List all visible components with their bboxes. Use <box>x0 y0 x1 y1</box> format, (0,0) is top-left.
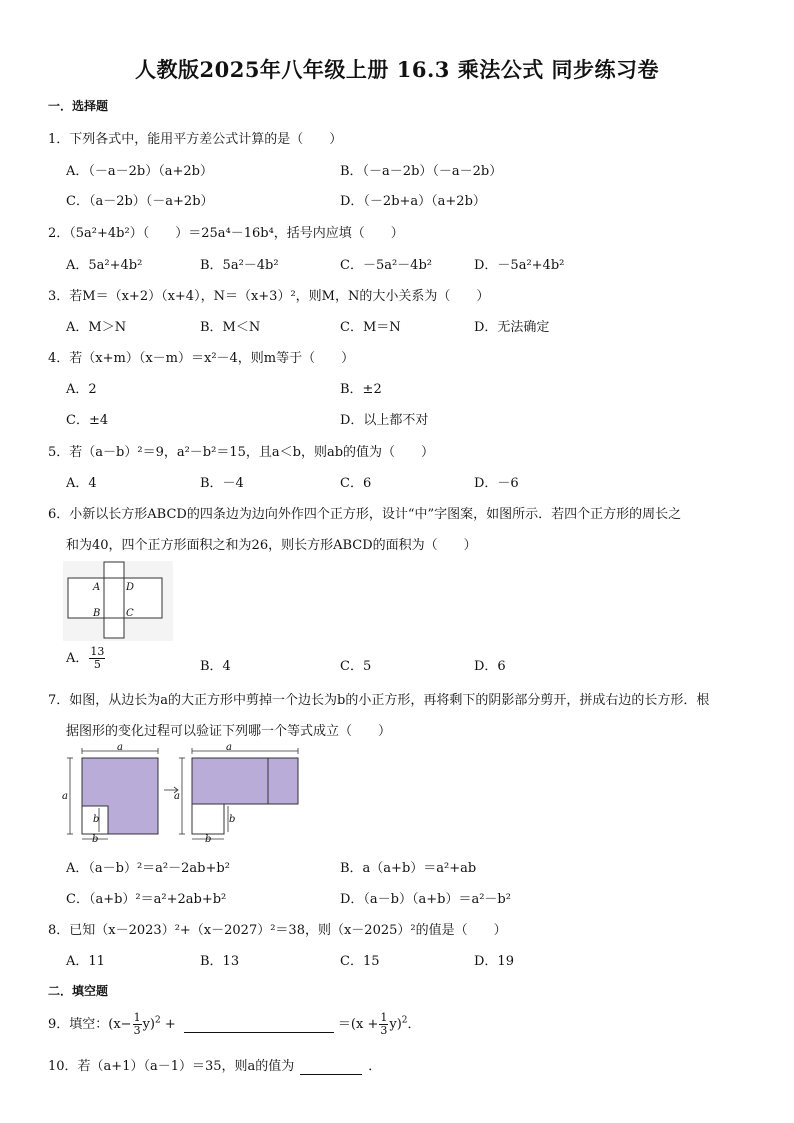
question-5 <box>48 441 434 460</box>
option-c[interactable]: C．M＝N <box>340 320 401 335</box>
label-a-top-left: a <box>117 742 123 753</box>
vertex-label-d: D <box>126 582 135 593</box>
question-7 <box>48 689 709 708</box>
answer-blank[interactable] <box>300 1059 362 1075</box>
expression-right-tail: y) <box>389 1017 402 1032</box>
question-number: 1． <box>48 132 70 147</box>
fraction-denominator: 3 <box>380 1024 388 1037</box>
option-d[interactable]: D．以上都不对 <box>340 413 429 428</box>
option-d[interactable]: D．19 <box>474 954 514 969</box>
option-a[interactable]: A．M＞N <box>66 320 127 335</box>
option-c[interactable]: C．5 <box>340 659 372 674</box>
question-10 <box>48 1055 381 1075</box>
square-top <box>104 562 124 578</box>
option-a[interactable]: A．5a²+4b² <box>66 258 143 273</box>
small-square-outline <box>192 804 224 834</box>
option-c[interactable]: C．（a+b）²＝a²+2ab+b² <box>66 892 227 907</box>
option-a[interactable]: A．11 <box>66 954 105 969</box>
option-d[interactable]: D．无法确定 <box>474 320 550 335</box>
question-8 <box>48 919 507 938</box>
question-number: 5． <box>48 445 70 460</box>
question-text: 若（a+1）（a－1）＝35，则a的值为 <box>77 1059 295 1074</box>
question-text-line-1: 小新以长方形ABCD的四条边为边向外作四个正方形，设计“中”字图案，如图所示．若四个正方形的周长之 <box>69 507 682 522</box>
question-3 <box>48 285 489 304</box>
option-c[interactable]: C．15 <box>340 954 380 969</box>
question-number: 4． <box>48 351 70 366</box>
fraction-denominator: 5 <box>93 658 101 671</box>
question-2 <box>48 222 404 241</box>
expression-right: ＝(x + <box>337 1017 379 1032</box>
question-number: 2． <box>48 226 70 241</box>
option-a[interactable] <box>66 646 106 671</box>
option-d[interactable]: D．（a－b）（a+b）＝a²－b² <box>340 892 511 907</box>
exponent: 2 <box>155 1015 161 1026</box>
question-text: 下列各式中，能用平方差公式计算的是（ ） <box>69 132 343 147</box>
question-text-line-1: 如图，从边长为a的大正方形中剪掉一个边长为b的小正方形，再将剩下的阴影部分剪开，拼成右边的长方形．根 <box>69 693 710 708</box>
fraction-numerator: 13 <box>90 645 105 658</box>
question-text: 若M＝（x+2）（x+4），N＝（x+3）²，则M，N的大小关系为（ ） <box>69 289 490 304</box>
answer-blank[interactable] <box>184 1017 334 1033</box>
section-heading-choice: 一．选择题 <box>48 99 109 113</box>
option-b[interactable]: B．13 <box>200 954 240 969</box>
figure-zhong-pattern <box>62 560 174 642</box>
option-b[interactable]: B．M＜N <box>200 320 261 335</box>
option-d[interactable]: D．6 <box>474 659 506 674</box>
question-9 <box>48 1012 421 1037</box>
question-text: 若（x+m）（x－m）＝x²－4，则m等于（ ） <box>69 351 355 366</box>
option-a[interactable]: A．（－a－2b）（a+2b） <box>66 164 213 179</box>
rectangle-abcd <box>104 578 124 618</box>
option-d[interactable]: D．－5a²+4b² <box>474 258 565 273</box>
vertex-label-c: C <box>126 608 134 619</box>
page-title: 人教版2025年八年级上册 16.3 乘法公式 同步练习卷 <box>134 57 660 82</box>
label-b-bottom-left: b <box>92 834 99 842</box>
option-b[interactable]: B．（－a－2b）（－a－2b） <box>340 164 503 179</box>
label-b-inner-right: b <box>229 814 236 825</box>
option-a[interactable]: A．4 <box>66 476 97 491</box>
expression-left-tail: y) <box>142 1017 155 1032</box>
end-mark: ． <box>368 1059 382 1074</box>
fraction-numerator: 1 <box>380 1011 388 1024</box>
option-b[interactable]: B．a（a+b）＝a²+ab <box>340 861 477 876</box>
vertex-label-b: B <box>93 608 101 619</box>
end-mark: ． <box>407 1017 421 1032</box>
fraction <box>133 1012 142 1037</box>
fraction <box>379 1012 388 1037</box>
label-b-inner-left: b <box>93 814 100 825</box>
option-c[interactable]: C．6 <box>340 476 372 491</box>
label-b-bottom-right: b <box>205 834 212 842</box>
option-b[interactable]: B．4 <box>200 659 231 674</box>
option-b[interactable]: B．－4 <box>200 476 244 491</box>
question-text: （5a²+4b²）（ ）＝25a⁴－16b⁴，括号内应填（ ） <box>69 226 404 241</box>
question-number: 9． <box>48 1017 70 1032</box>
question-6 <box>48 503 681 522</box>
expression-left: 填空：(x− <box>69 1017 132 1032</box>
fraction-numerator: 1 <box>133 1011 141 1024</box>
fraction <box>89 646 105 671</box>
section-heading-fill: 二．填空题 <box>48 984 109 998</box>
question-number: 10． <box>48 1059 78 1074</box>
option-a-label: A． <box>66 651 89 666</box>
option-c[interactable]: C．±4 <box>66 413 109 428</box>
question-number: 7． <box>48 693 70 708</box>
option-d[interactable]: D．－6 <box>474 476 519 491</box>
vertex-label-a: A <box>93 582 101 593</box>
option-b[interactable]: B．±2 <box>340 382 382 397</box>
label-a-top-right: a <box>226 742 232 753</box>
option-d[interactable]: D．（－2b+a）（a+2b） <box>340 194 486 209</box>
label-a-side-right: a <box>174 791 180 802</box>
question-text: 已知（x－2023）²+（x－2027）²＝38，则（x－2025）²的值是（ ） <box>69 923 507 938</box>
figure-square-to-rectangle <box>60 742 310 842</box>
rectangle-part-1 <box>192 758 268 804</box>
option-c[interactable]: C．（a－2b）（－a+2b） <box>66 194 214 209</box>
fraction-denominator: 3 <box>133 1024 141 1037</box>
option-b[interactable]: B．5a²－4b² <box>200 258 279 273</box>
question-number: 8． <box>48 923 70 938</box>
plus-sign: + <box>160 1017 180 1032</box>
question-1 <box>48 128 342 147</box>
square-bottom <box>104 618 124 638</box>
exponent: 2 <box>401 1015 408 1026</box>
label-a-side-left: a <box>62 791 68 802</box>
option-c[interactable]: C．－5a²－4b² <box>340 258 432 273</box>
question-4 <box>48 347 354 366</box>
question-7-line-2: 据图形的变化过程可以验证下列哪一个等式成立（ ） <box>66 724 392 739</box>
question-text: 若（a－b）²＝9，a²－b²＝15，且a＜b，则ab的值为（ ） <box>69 445 435 460</box>
question-6-line-2: 和为40，四个正方形面积之和为26，则长方形ABCD的面积为（ ） <box>66 538 477 553</box>
question-number: 6． <box>48 507 70 522</box>
question-number: 3． <box>48 289 70 304</box>
option-a[interactable]: A．（a－b）²＝a²－2ab+b² <box>66 861 230 876</box>
rectangle-part-2 <box>268 758 298 804</box>
option-a[interactable]: A．2 <box>66 382 97 397</box>
